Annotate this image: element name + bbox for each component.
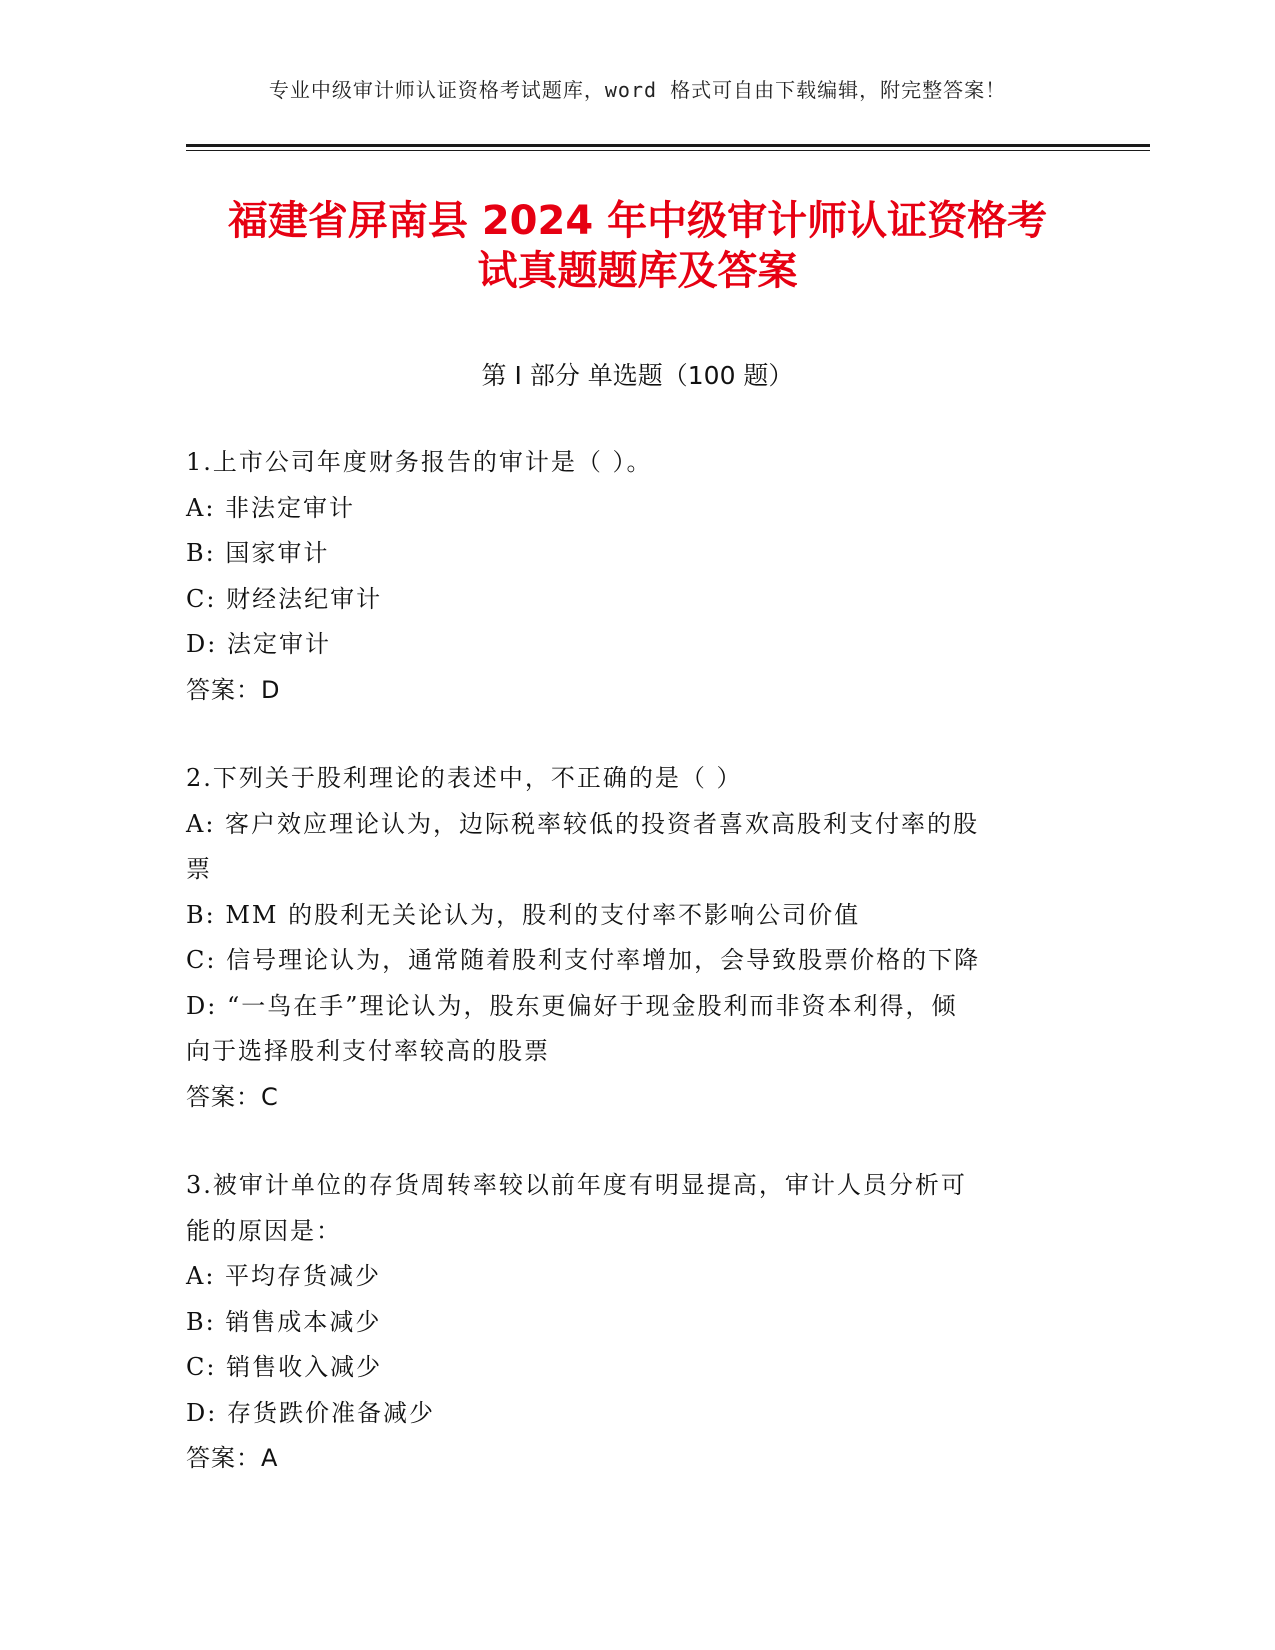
document-title	[150, 196, 1125, 296]
question-2-option-a-cont: 票	[186, 855, 212, 883]
question-2-stem: 2.下列关于股利理论的表述中，不正确的是（ ）	[186, 764, 743, 792]
question-2	[186, 756, 1076, 1120]
question-3-answer: 答案：A	[186, 1444, 279, 1472]
question-2-option-a: A: 客户效应理论认为，边际税率较低的投资者喜欢高股利支付率的股	[186, 809, 980, 838]
question-1-option-c: C: 财经法纪审计	[186, 584, 383, 613]
document-title-line-1: 福建省屏南县 2024 年中级审计师认证资格考	[227, 198, 1048, 244]
question-3-stem-cont: 能的原因是：	[186, 1216, 342, 1245]
document-title-line-2: 试真题题库及答案	[477, 248, 798, 294]
question-2-option-d-cont: 向于选择股利支付率较高的股票	[186, 1037, 550, 1065]
question-3-option-b: B: 销售成本减少	[186, 1307, 382, 1336]
question-3-option-a: A: 平均存货减少	[186, 1262, 382, 1290]
section-title: 第 I 部分 单选题（100 题）	[481, 361, 794, 390]
question-1-stem: 1.上市公司年度财务报告的审计是（ ）。	[186, 448, 653, 476]
question-3	[186, 1163, 1076, 1482]
question-3-option-d: D: 存货跌价准备减少	[186, 1398, 435, 1427]
header-note: 专业中级审计师认证资格考试题库，word 格式可自由下载编辑，附完整答案！	[268, 78, 1007, 102]
question-1-option-a: A: 非法定审计	[186, 493, 356, 522]
question-2-option-d: D: “一鸟在手”理论认为，股东更偏好于现金股利而非资本利得，倾	[186, 991, 958, 1020]
question-2-option-b: B: MM 的股利无关论认为，股利的支付率不影响公司价值	[186, 900, 861, 929]
header-divider-thin	[186, 150, 1150, 151]
question-1-option-d: D: 法定审计	[186, 630, 331, 658]
header-divider-thick	[186, 144, 1150, 147]
question-2-answer: 答案：C	[186, 1082, 279, 1111]
question-2-option-c: C: 信号理论认为，通常随着股利支付率增加，会导致股票价格的下降	[186, 946, 981, 974]
question-1-option-b: B: 国家审计	[186, 539, 330, 567]
question-3-option-c: C: 销售收入减少	[186, 1353, 383, 1381]
question-1	[186, 440, 1076, 713]
question-3-stem: 3.被审计单位的存货周转率较以前年度有明显提高，审计人员分析可	[186, 1171, 967, 1199]
question-1-answer: 答案：D	[186, 675, 281, 704]
question-list	[186, 440, 1076, 1525]
